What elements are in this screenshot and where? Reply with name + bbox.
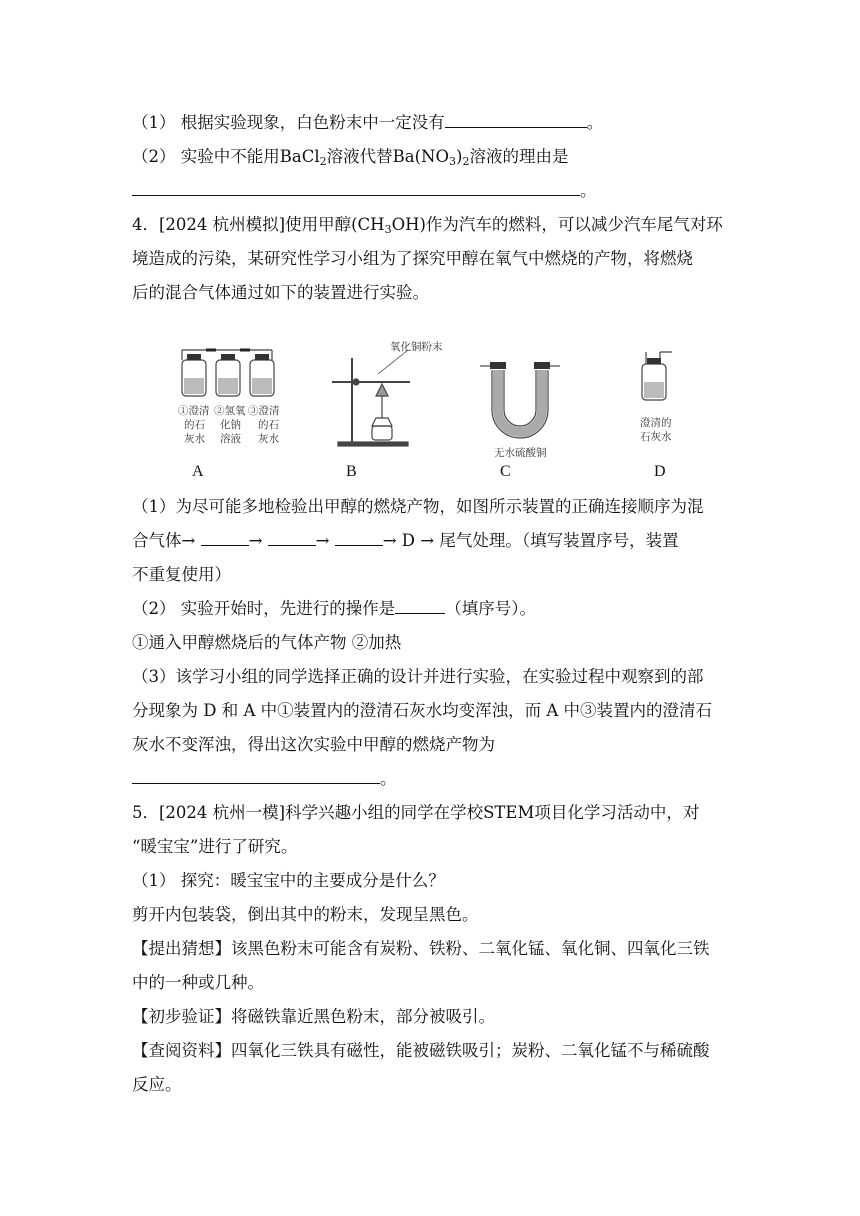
a-label-2c: 溶液 xyxy=(220,434,241,445)
b-label: 氧化铜粉末 xyxy=(390,342,443,353)
punct: 。 xyxy=(580,181,597,200)
q3-part2-answer xyxy=(132,180,597,202)
q4-intro-line2: 境造成的污染，某研究性学习小组为了探究甲醇在氧气中燃烧的产物，将燃烧 xyxy=(132,249,693,268)
punct: 。 xyxy=(586,113,604,132)
apparatus-c xyxy=(480,362,560,438)
arrow: → xyxy=(315,531,335,550)
caption-a: A xyxy=(192,463,204,480)
q4-part2-options: ①通入甲醇燃烧后的气体产物 ②加热 xyxy=(132,633,402,652)
apparatus-a xyxy=(182,350,274,396)
q4-intro-line1 xyxy=(132,214,723,241)
a-label-2b: 化钠 xyxy=(220,420,241,431)
q4-intro-line3: 后的混合气体通过如下的装置进行实验。 xyxy=(132,283,429,302)
q4-part2-line1 xyxy=(132,598,536,620)
apparatus-d xyxy=(642,352,672,400)
q4-part3-line1: （3）该学习小组的同学选择正确的设计并进行实验，在实验过程中观察到的部 xyxy=(132,667,704,686)
a-label-1b: 的石 xyxy=(184,420,205,431)
q4-part3-answer xyxy=(132,768,397,790)
answer-blank-3[interactable] xyxy=(335,530,383,546)
text: （2） 实验开始时，先进行的操作是 xyxy=(132,599,396,618)
q4-part1-line1: （1）为尽可能多地检验出甲醇的燃烧产物，如图所示装置的正确连接顺序为混 xyxy=(132,497,704,516)
answer-blank-2[interactable] xyxy=(268,530,316,546)
apparatus-figure xyxy=(160,330,720,480)
punct: 。 xyxy=(380,769,397,788)
caption-b: B xyxy=(346,463,357,480)
answer-blank[interactable] xyxy=(395,598,445,614)
subscript: 3 xyxy=(384,223,392,236)
a-label-2a: ②氢氧 xyxy=(214,406,246,417)
q5-verify: 【初步验证】将磁铁靠近黑色粉末，部分被吸引。 xyxy=(132,1007,495,1026)
q3-part1 xyxy=(132,112,603,134)
q4-intro-text-b: OH)作为汽车的燃料，可以减少汽车尾气对环 xyxy=(391,215,723,234)
answer-blank[interactable] xyxy=(445,112,587,128)
q5-intro-line2: “暖宝宝”进行了研究。 xyxy=(132,837,298,856)
formula-bano3: $Ba(NO_3)_2$ xyxy=(392,147,470,168)
apparatus-b xyxy=(332,350,410,446)
a-label-3a: ③澄清 xyxy=(248,406,280,417)
q4-part3-line2: 分现象为 D 和 A 中①装置内的澄清石灰水均变浑浊，而 A 中③装置内的澄清石 xyxy=(132,701,713,720)
a-label-3b: 的石 xyxy=(258,420,279,431)
q3-part2-text-c: 溶液的理由是 xyxy=(469,147,569,166)
a-label-3c: 灰水 xyxy=(258,434,279,445)
text: （填序号）。 xyxy=(445,599,536,618)
arrow: → xyxy=(248,531,268,550)
caption-d: D xyxy=(654,463,666,480)
q3-part2-text: （2） 实验中不能用 xyxy=(132,147,280,166)
formula-bacl2: BaCl$_2$ xyxy=(279,147,327,168)
q3-part1-text: （1） 根据实验现象，白色粉末中一定没有 xyxy=(132,113,445,132)
answer-blank[interactable] xyxy=(132,768,380,784)
a-label-1c: 灰水 xyxy=(184,434,205,445)
q5-part1-observation: 剪开内包装袋，倒出其中的粉末，发现呈黑色。 xyxy=(132,905,479,924)
d-label-b: 石灰水 xyxy=(640,432,672,443)
q5-intro-line1: 5．[2024 杭州一模]科学兴趣小组的同学在学校STEM项目化学习活动中，对 xyxy=(132,803,700,822)
q5-guess-line1: 【提出猜想】该黑色粉末可能含有炭粉、铁粉、二氧化锰、氧化铜、四氧化三铁 xyxy=(132,939,710,958)
q4-part3-line3: 灰水不变浑浊，得出这次实验中甲醇的燃烧产物为 xyxy=(132,735,495,754)
d-label-a: 澄清的 xyxy=(640,418,672,429)
q4-part1-line2 xyxy=(132,530,679,552)
q4-intro-text: 4．[2024 杭州模拟]使用甲醇(CH xyxy=(132,215,385,234)
q3-part2 xyxy=(132,146,568,173)
q5-guess-line2: 中的一种或几种。 xyxy=(132,973,264,992)
answer-blank-1[interactable] xyxy=(201,530,249,546)
answer-blank[interactable] xyxy=(132,180,580,196)
q5-part1: （1） 探究：暖宝宝中的主要成分是什么？ xyxy=(132,871,445,890)
caption-c: C xyxy=(500,463,511,480)
q5-info-line1: 【查阅资料】四氧化三铁具有磁性，能被磁铁吸引；炭粉、二氧化锰不与稀硫酸 xyxy=(132,1041,710,1060)
text: 合气体→ xyxy=(132,531,201,550)
q5-info-line2: 反应。 xyxy=(132,1075,182,1094)
q4-part1-line3: 不重复使用） xyxy=(132,565,231,584)
c-label: 无水硫酸铜 xyxy=(494,448,547,459)
q3-part2-text-b: 溶液代替 xyxy=(326,147,393,166)
a-label-1a: ①澄清 xyxy=(178,406,210,417)
text: → D → 尾气处理。（填写装置序号，装置 xyxy=(382,531,679,550)
